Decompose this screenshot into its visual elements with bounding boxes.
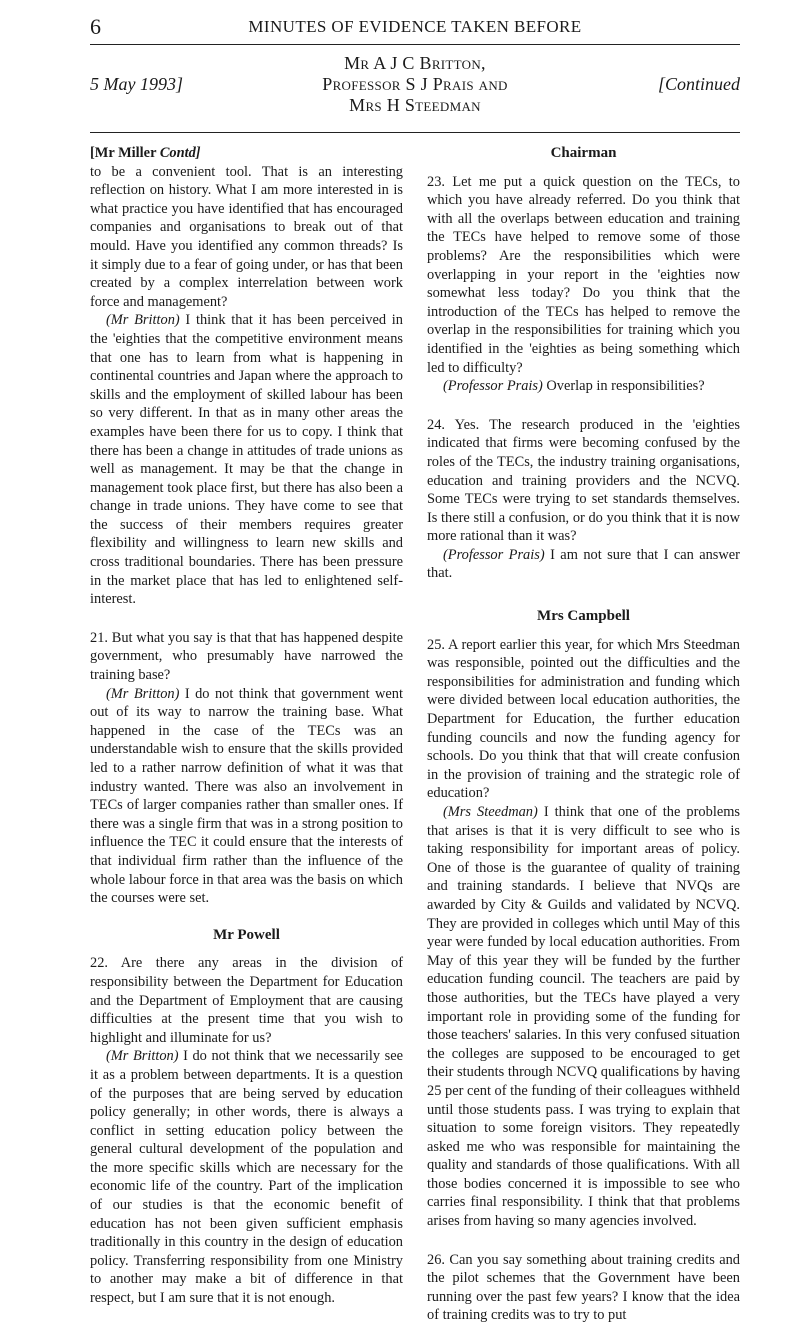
answer-speaker: (Professor Prais)	[443, 378, 543, 395]
header-rule	[90, 132, 740, 133]
speaker-heading-campbell: Mrs Campbell	[537, 608, 630, 625]
question-21: 21. But what you say is that that has happened despite government, who presumably have narrowed the training base?	[90, 629, 403, 684]
answer-paragraph	[90, 311, 403, 609]
page-number: 6	[90, 14, 101, 39]
question-25: 25. A report earlier this year, for which Mrs Steedman was responsible, pointed out the difficulties and the responsibilities for administration and funding which were divided between local education authorities, the Department for Education, the further education funding councils and now the funding agency for schools. Do you think that that will create confusion in the provision of training and the strategic role of education?	[427, 636, 740, 802]
answer-speaker: (Mr Britton)	[106, 1048, 179, 1065]
continued-label: [Continued	[657, 74, 740, 94]
answer-text: I think that one of the problems that arises is that it is very difficult to see who is taking responsibility for important areas of policy. One of those is the guarantee of quality of training and training standards. I believe that NVQs are awarded by City & Guilds and validated by NCVQ. They are provided in colleges which until May of this year were funded by local education authorities. From May of this year they will be funded by the further education funding council. The teachers are paid by those authorities, but the TECs have played a very important role in providing some of the funding for those teachers' salaries. In this very confused situation the colleges are supposed to be encouraged to get their students through NCVQ qualifications by having 25 per cent of the funding of their colleagues withheld until those students pass. I was trying to explain that situation to some foreign visitors. They repeatedly asked me who was responsible for maintaining the quality and standards of those qualifications. With all those bodies concerned it is impossible to see who carries final responsibility. I think that that problems arises from having so many agencies involved.	[427, 804, 740, 1230]
answer-paragraph	[427, 803, 740, 1231]
witness-line-3: Mrs H Steedman	[349, 95, 481, 115]
running-title: MINUTES OF EVIDENCE TAKEN BEFORE	[248, 17, 582, 36]
speaker-heading-chairman: Chairman	[550, 145, 617, 161]
question-26: 26. Can you say something about training credits and the pilot schemes that the Government have been running over the past few years? I know that the idea of training credits was to try to put	[427, 1251, 740, 1324]
answer-text: Overlap in responsibilities?	[542, 378, 705, 395]
witness-block	[90, 53, 740, 117]
right-column	[427, 144, 740, 1325]
page-header	[90, 14, 740, 132]
answer-paragraph	[90, 1047, 403, 1307]
continued-speaker-name: [Mr Miller	[90, 145, 157, 161]
answer-speaker: (Mrs Steedman)	[443, 804, 538, 820]
answer-speaker: (Mr Britton)	[106, 312, 180, 329]
answer-text: I think that it has been perceived in the 'eighties that the competitive environment means that one has to learn from what is happening in continental countries and Japan where the approach to skills and the employment of skilled labour has been so very different. In that as in many other areas the examples have been there for us to copy. I think that there has been a change in attitudes of trade unions as well as management. It may be that the change in management took place first, but there has also been a change in trade unions. They have come to see that the success of their members requires greater flexibility and willingness to learn new skills and cross traditional boundaries. There has been pressure in the market place that has led to enlightened self-interest.	[90, 312, 403, 608]
question-22: 22. Are there any areas in the division of responsibility between the Department for Education and the Department of Employment that are causing difficulties at the present time that you wish to highlight and illuminate for us?	[90, 955, 403, 1046]
answer-speaker: (Mr Britton)	[106, 685, 180, 702]
left-column	[90, 144, 403, 1308]
answer-text: I am not sure that I can answer that.	[427, 546, 740, 582]
question-text: to be a convenient tool. That is an interesting reflection on history. What I am more interested in is what practice you have identified that has encouraged companies and organisations to break out of that mould. Have you identified any common threads? Is it simply due to a fear of going under, or has that been created by a complex interrelation between work force and management?	[90, 163, 403, 310]
question-23: 23. Let me put a quick question on the TECs, to which you have already referred. Do you think that with all the overlaps between education and training the TECs have helped to remove some of those problems? Are the responsibilities which were overlapping in your report in the 'eighties now somewhat less today? Do you think that the introduction of the TECs has helped to remove the overlap in the responsibilities for training which you identified in the 'eighties as being something which led to difficulty?	[427, 173, 740, 376]
witness-line-1: Mr A J C Britton,	[344, 53, 486, 73]
answer-paragraph	[90, 685, 403, 908]
running-head	[90, 14, 740, 45]
continued-speaker-suffix: Contd]	[159, 145, 201, 161]
answer-speaker: (Professor Prais)	[443, 546, 545, 563]
answer-text: I do not think that we necessarily see it as a problem between departments. It is a question of the purposes that are being served by education policy generally; in other words, there is always a conflict in setting education policy between the general cultural development of the population and the more specific skills which are necessary for the economic life of the country. Part of the implication of our studies is that the economic benefit of education has not been given sufficient emphasis traditionally in this country in the design of education policy. Transferring responsibility from one Ministry to another may make a bit of difference in that respect, but I am sure that it is not enough.	[90, 1048, 403, 1307]
answer-text: I do not think that government went out of its way to narrow the training base. What happened in the case of the TECs was an understandable wish to ensure that the skills provided led to a rather narrow definition of what it was that industry wanted. There was also an involvement in TECs of larger companies rather than smaller ones. If there was a single firm that was in a strong position to influence the TEC it could ensure that the interests of that individual firm rather than the influence of the whole labour force in that area was the basis on which the courses were set.	[90, 685, 404, 907]
witness-line-2: Professor S J Prais and	[322, 74, 508, 94]
question-24: 24. Yes. The research produced in the 'eighties indicated that firms were becoming confused by the roles of the TECs, the industry training organisations, education and training providers and the NCVQ. Some TECs were trying to set standards themselves. Is there still a confusion, or do you think that it is now more rational than it was?	[427, 416, 740, 545]
session-date: 5 May 1993]	[90, 74, 183, 94]
continued-speaker-head	[90, 144, 403, 163]
speaker-heading-powell: Mr Powell	[213, 926, 280, 943]
answer-paragraph	[427, 377, 740, 396]
answer-paragraph	[427, 546, 740, 583]
